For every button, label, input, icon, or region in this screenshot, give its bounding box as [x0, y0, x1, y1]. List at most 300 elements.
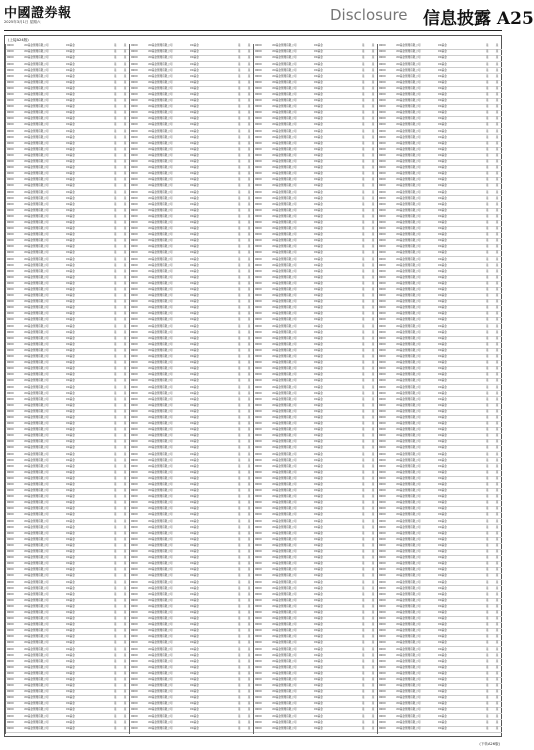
row-product: XX基金 — [314, 105, 323, 109]
row-flag-2: 是 — [371, 178, 375, 182]
row-product: XX基金 — [190, 336, 199, 340]
row-code: 0000 — [7, 348, 14, 352]
row-code: 0000 — [255, 696, 262, 700]
row-flag-2: 是 — [123, 391, 127, 395]
row-code: 0000 — [7, 586, 14, 590]
row-code: 0000 — [131, 726, 138, 730]
row-product: XX基金 — [438, 105, 447, 109]
row-code: 0000 — [131, 690, 138, 694]
row-code: 0000 — [379, 635, 386, 639]
row-flag-1: 是 — [113, 604, 117, 608]
row-code: 0000 — [131, 227, 138, 231]
row-product: XX基金 — [314, 214, 323, 218]
row-company: XX基金管理有限公司 — [396, 678, 421, 681]
row-product: XX基金 — [314, 111, 323, 115]
row-company: XX基金管理有限公司 — [148, 306, 173, 310]
row-code: 0000 — [7, 495, 14, 499]
row-product: XX基金 — [66, 525, 75, 529]
row-code: 0000 — [7, 610, 14, 614]
row-flag-1: 是 — [485, 501, 489, 505]
row-flag-2: 是 — [123, 141, 127, 145]
row-product: XX基金 — [438, 604, 447, 608]
row-code: 0000 — [379, 141, 386, 145]
row-company: XX基金管理有限公司 — [396, 476, 421, 480]
row-flag-2: 是 — [495, 190, 499, 194]
row-flag-1: 是 — [237, 543, 241, 547]
row-flag-1: 是 — [237, 574, 241, 578]
row-flag-1: 是 — [237, 458, 241, 462]
row-company: XX基金管理有限公司 — [272, 714, 297, 718]
row-company: XX基金管理有限公司 — [148, 434, 173, 438]
row-company: XX基金管理有限公司 — [272, 458, 297, 462]
row-product: XX基金 — [66, 373, 75, 377]
row-company: XX基金管理有限公司 — [148, 129, 173, 133]
row-company: XX基金管理有限公司 — [148, 428, 173, 432]
row-company: XX基金管理有限公司 — [148, 373, 173, 377]
row-product: XX基金 — [190, 537, 199, 541]
row-flag-2: 是 — [247, 245, 251, 249]
row-company: XX基金管理有限公司 — [396, 269, 421, 273]
row-company: XX基金管理有限公司 — [272, 702, 297, 706]
row-flag-2: 是 — [495, 726, 499, 730]
row-flag-2: 是 — [495, 610, 499, 614]
row-flag-2: 是 — [123, 409, 127, 413]
row-company: XX基金管理有限公司 — [396, 190, 421, 194]
row-product: XX基金 — [438, 665, 447, 669]
row-flag-2: 是 — [123, 123, 127, 127]
row-flag-1: 是 — [237, 330, 241, 334]
row-company: XX基金管理有限公司 — [272, 409, 297, 413]
row-product: XX基金 — [190, 574, 199, 578]
row-flag-1: 是 — [237, 86, 241, 90]
row-flag-2: 是 — [371, 464, 375, 468]
row-flag-1: 是 — [485, 172, 489, 176]
row-flag-1: 是 — [113, 56, 117, 60]
row-code: 0000 — [379, 111, 386, 115]
row-company: XX基金管理有限公司 — [24, 610, 49, 614]
row-flag-1: 是 — [361, 483, 365, 486]
row-product: XX基金 — [314, 531, 323, 535]
row-flag-1: 是 — [237, 202, 241, 206]
row-product: XX基金 — [66, 190, 75, 194]
row-code: 0000 — [7, 257, 14, 261]
row-code: 0000 — [379, 153, 386, 157]
row-company: XX基金管理有限公司 — [396, 458, 421, 462]
row-code: 0000 — [7, 665, 14, 669]
row-product: XX基金 — [66, 202, 75, 206]
row-product: XX基金 — [314, 665, 323, 669]
row-code: 0000 — [7, 86, 14, 90]
row-company: XX基金管理有限公司 — [272, 671, 297, 675]
section-title-cn — [423, 4, 534, 29]
row-company: XX基金管理有限公司 — [24, 355, 49, 359]
row-code: 0000 — [255, 513, 262, 517]
row-company: XX基金管理有限公司 — [272, 306, 297, 310]
row-company: XX基金管理有限公司 — [148, 257, 173, 261]
row-code: 0000 — [7, 135, 14, 139]
row-product: XX基金 — [314, 288, 323, 291]
row-code: 0000 — [379, 239, 386, 243]
row-code: 0000 — [131, 604, 138, 608]
row-code: 0000 — [131, 288, 138, 291]
row-flag-2: 是 — [371, 257, 375, 261]
row-flag-1: 是 — [361, 245, 365, 249]
row-product: XX基金 — [314, 489, 323, 493]
row-code: 0000 — [255, 617, 262, 621]
row-company: XX基金管理有限公司 — [396, 696, 421, 700]
row-code: 0000 — [7, 635, 14, 639]
row-product: XX基金 — [190, 550, 199, 554]
row-product: XX基金 — [314, 422, 323, 426]
row-company: XX基金管理有限公司 — [272, 635, 297, 639]
row-company: XX基金管理有限公司 — [24, 184, 49, 188]
row-company: XX基金管理有限公司 — [272, 507, 297, 511]
row-company: XX基金管理有限公司 — [148, 153, 173, 157]
row-flag-2: 是 — [123, 44, 127, 48]
row-product: XX基金 — [314, 702, 323, 706]
row-flag-2: 是 — [495, 336, 499, 340]
row-code: 0000 — [255, 190, 262, 194]
row-code: 0000 — [255, 56, 262, 60]
row-product: XX基金 — [190, 391, 199, 395]
row-code: 0000 — [379, 409, 386, 413]
row-code: 0000 — [379, 367, 386, 371]
row-code: 0000 — [131, 50, 138, 54]
row-flag-1: 是 — [237, 409, 241, 413]
row-flag-2: 是 — [371, 458, 375, 462]
row-flag-2: 是 — [371, 678, 375, 681]
row-code: 0000 — [379, 220, 386, 224]
row-flag-2: 是 — [371, 586, 375, 590]
row-code: 0000 — [7, 604, 14, 608]
row-product: XX基金 — [190, 74, 199, 78]
row-product: XX基金 — [438, 671, 447, 675]
row-code: 0000 — [379, 684, 386, 688]
row-code: 0000 — [131, 647, 138, 651]
row-code: 0000 — [379, 202, 386, 206]
row-flag-1: 是 — [113, 458, 117, 462]
row-code: 0000 — [7, 690, 14, 694]
row-code: 0000 — [131, 166, 138, 170]
row-flag-1: 是 — [361, 428, 365, 432]
row-code: 0000 — [255, 690, 262, 694]
row-flag-1: 是 — [237, 476, 241, 480]
row-flag-2: 是 — [247, 294, 251, 298]
row-company: XX基金管理有限公司 — [24, 160, 49, 164]
row-code: 0000 — [255, 184, 262, 188]
row-flag-1: 是 — [113, 586, 117, 590]
row-code: 0000 — [379, 147, 386, 151]
row-product: XX基金 — [314, 653, 323, 657]
row-product: XX基金 — [314, 434, 323, 438]
row-company: XX基金管理有限公司 — [396, 160, 421, 164]
row-code: 0000 — [255, 470, 262, 474]
row-product: XX基金 — [190, 379, 199, 383]
row-flag-2: 是 — [247, 464, 251, 468]
row-company: XX基金管理有限公司 — [272, 397, 297, 401]
row-company: XX基金管理有限公司 — [396, 251, 421, 255]
row-flag-2: 是 — [247, 135, 251, 139]
row-flag-2: 是 — [247, 586, 251, 590]
row-flag-2: 是 — [495, 342, 499, 346]
row-product: XX基金 — [66, 635, 75, 639]
row-flag-1: 是 — [237, 495, 241, 499]
row-code: 0000 — [379, 62, 386, 66]
row-company: XX基金管理有限公司 — [148, 312, 173, 316]
row-code: 0000 — [131, 452, 138, 456]
row-code: 0000 — [7, 172, 14, 176]
row-flag-1: 是 — [113, 678, 117, 681]
row-code: 0000 — [7, 641, 14, 645]
row-flag-1: 是 — [113, 598, 117, 602]
row-company: XX基金管理有限公司 — [24, 348, 49, 352]
row-flag-2: 是 — [371, 288, 375, 291]
row-company: XX基金管理有限公司 — [396, 184, 421, 188]
row-flag-1: 是 — [361, 714, 365, 718]
row-code: 0000 — [379, 422, 386, 426]
row-flag-2: 是 — [371, 610, 375, 614]
row-flag-2: 是 — [247, 330, 251, 334]
row-company: XX基金管理有限公司 — [148, 519, 173, 523]
row-company: XX基金管理有限公司 — [272, 489, 297, 493]
row-flag-1: 是 — [113, 428, 117, 432]
row-product: XX基金 — [438, 74, 447, 78]
row-flag-1: 是 — [113, 245, 117, 249]
row-company: XX基金管理有限公司 — [272, 684, 297, 688]
row-company: XX基金管理有限公司 — [24, 373, 49, 377]
row-product: XX基金 — [190, 659, 199, 663]
row-flag-2: 是 — [371, 251, 375, 255]
row-flag-1: 是 — [485, 623, 489, 627]
row-product: XX基金 — [190, 184, 199, 188]
row-product: XX基金 — [438, 391, 447, 395]
row-flag-1: 是 — [113, 300, 117, 304]
row-code: 0000 — [379, 610, 386, 614]
row-flag-2: 是 — [495, 153, 499, 157]
row-flag-2: 是 — [247, 580, 251, 584]
row-product: XX基金 — [314, 659, 323, 663]
row-code: 0000 — [7, 483, 14, 486]
row-product: XX基金 — [190, 214, 199, 218]
row-product: XX基金 — [314, 495, 323, 499]
row-flag-2: 是 — [247, 714, 251, 718]
row-company: XX基金管理有限公司 — [24, 50, 49, 54]
row-flag-2: 是 — [495, 56, 499, 60]
row-code: 0000 — [255, 251, 262, 255]
row-code: 0000 — [255, 574, 262, 578]
row-flag-2: 是 — [495, 367, 499, 371]
row-flag-1: 是 — [113, 470, 117, 474]
row-product: XX基金 — [438, 537, 447, 541]
row-code: 0000 — [7, 671, 14, 675]
row-flag-1: 是 — [237, 726, 241, 730]
row-product: XX基金 — [438, 696, 447, 700]
row-flag-2: 是 — [495, 452, 499, 456]
row-company: XX基金管理有限公司 — [148, 598, 173, 602]
row-code: 0000 — [379, 99, 386, 103]
row-company: XX基金管理有限公司 — [24, 141, 49, 145]
row-flag-1: 是 — [485, 671, 489, 675]
row-company: XX基金管理有限公司 — [272, 239, 297, 243]
row-flag-2: 是 — [123, 647, 127, 651]
row-product: XX基金 — [438, 239, 447, 243]
row-company: XX基金管理有限公司 — [272, 135, 297, 139]
row-product: XX基金 — [314, 415, 323, 419]
row-company: XX基金管理有限公司 — [272, 562, 297, 566]
row-code: 0000 — [131, 391, 138, 395]
row-company: XX基金管理有限公司 — [148, 641, 173, 645]
row-company: XX基金管理有限公司 — [24, 415, 49, 419]
row-flag-1: 是 — [485, 464, 489, 468]
row-flag-1: 是 — [237, 592, 241, 596]
row-flag-1: 是 — [361, 415, 365, 419]
row-product: XX基金 — [190, 513, 199, 517]
row-flag-1: 是 — [485, 537, 489, 541]
row-flag-2: 是 — [247, 531, 251, 535]
row-product: XX基金 — [314, 580, 323, 584]
row-flag-1: 是 — [113, 86, 117, 90]
row-flag-2: 是 — [371, 324, 375, 328]
row-flag-2: 是 — [371, 483, 375, 486]
row-product: XX基金 — [438, 409, 447, 413]
row-company: XX基金管理有限公司 — [396, 324, 421, 328]
row-company: XX基金管理有限公司 — [396, 330, 421, 334]
row-flag-1: 是 — [361, 525, 365, 529]
row-code: 0000 — [255, 507, 262, 511]
row-flag-1: 是 — [113, 653, 117, 657]
row-company: XX基金管理有限公司 — [396, 519, 421, 523]
row-code: 0000 — [131, 543, 138, 547]
row-flag-2: 是 — [495, 166, 499, 170]
row-flag-1: 是 — [361, 562, 365, 566]
row-company: XX基金管理有限公司 — [24, 166, 49, 170]
row-company: XX基金管理有限公司 — [24, 501, 49, 505]
row-code: 0000 — [131, 635, 138, 639]
row-code: 0000 — [255, 355, 262, 359]
row-product: XX基金 — [190, 56, 199, 60]
row-company: XX基金管理有限公司 — [148, 160, 173, 164]
row-code: 0000 — [255, 446, 262, 450]
row-company: XX基金管理有限公司 — [148, 220, 173, 224]
row-flag-2: 是 — [495, 464, 499, 468]
row-flag-2: 是 — [123, 178, 127, 182]
row-flag-2: 是 — [247, 513, 251, 517]
row-company: XX基金管理有限公司 — [24, 507, 49, 511]
row-flag-2: 是 — [123, 117, 127, 121]
row-flag-2: 是 — [123, 105, 127, 109]
row-flag-2: 是 — [247, 147, 251, 151]
row-company: XX基金管理有限公司 — [396, 129, 421, 133]
row-code: 0000 — [131, 678, 138, 681]
row-code: 0000 — [7, 80, 14, 84]
row-company: XX基金管理有限公司 — [148, 665, 173, 669]
row-flag-2: 是 — [495, 665, 499, 669]
row-flag-1: 是 — [485, 726, 489, 730]
row-flag-2: 是 — [495, 355, 499, 359]
row-code: 0000 — [131, 93, 138, 96]
row-flag-2: 是 — [247, 153, 251, 157]
row-flag-1: 是 — [361, 452, 365, 456]
row-company: XX基金管理有限公司 — [272, 446, 297, 450]
row-company: XX基金管理有限公司 — [272, 422, 297, 426]
row-code: 0000 — [379, 452, 386, 456]
row-code: 0000 — [255, 434, 262, 438]
row-flag-1: 是 — [237, 665, 241, 669]
row-code: 0000 — [7, 513, 14, 517]
row-code: 0000 — [379, 708, 386, 712]
row-company: XX基金管理有限公司 — [24, 93, 49, 96]
row-product: XX基金 — [438, 550, 447, 554]
row-code: 0000 — [131, 160, 138, 164]
row-product: XX基金 — [66, 483, 75, 486]
row-company: XX基金管理有限公司 — [24, 153, 49, 157]
row-flag-1: 是 — [237, 714, 241, 718]
row-flag-1: 是 — [485, 245, 489, 249]
row-product: XX基金 — [314, 336, 323, 340]
continued-next-note: (下转A26版) — [479, 742, 500, 746]
row-flag-2: 是 — [123, 598, 127, 602]
row-flag-1: 是 — [485, 446, 489, 450]
row-flag-1: 是 — [361, 604, 365, 608]
row-flag-1: 是 — [361, 556, 365, 560]
row-product: XX基金 — [314, 385, 323, 389]
row-code: 0000 — [379, 269, 386, 273]
row-code: 0000 — [131, 324, 138, 328]
row-company: XX基金管理有限公司 — [396, 604, 421, 608]
row-code: 0000 — [379, 281, 386, 285]
row-flag-1: 是 — [113, 93, 117, 96]
row-product: XX基金 — [190, 470, 199, 474]
row-product: XX基金 — [314, 355, 323, 359]
row-code: 0000 — [131, 476, 138, 480]
row-flag-2: 是 — [247, 50, 251, 54]
row-product: XX基金 — [190, 147, 199, 151]
row-company: XX基金管理有限公司 — [24, 580, 49, 584]
row-flag-2: 是 — [371, 653, 375, 657]
row-code: 0000 — [255, 367, 262, 371]
row-flag-1: 是 — [237, 56, 241, 60]
row-code: 0000 — [7, 117, 14, 121]
row-flag-2: 是 — [495, 330, 499, 334]
row-flag-2: 是 — [495, 415, 499, 419]
row-company: XX基金管理有限公司 — [148, 355, 173, 359]
row-company: XX基金管理有限公司 — [272, 202, 297, 206]
row-flag-2: 是 — [371, 135, 375, 139]
row-flag-1: 是 — [237, 80, 241, 84]
row-code: 0000 — [7, 196, 14, 200]
row-company: XX基金管理有限公司 — [396, 355, 421, 359]
row-flag-2: 是 — [371, 166, 375, 170]
row-product: XX基金 — [438, 379, 447, 383]
row-flag-1: 是 — [485, 342, 489, 346]
row-product: XX基金 — [190, 80, 199, 84]
row-code: 0000 — [131, 300, 138, 304]
row-code: 0000 — [7, 556, 14, 560]
row-product: XX基金 — [314, 367, 323, 371]
row-flag-2: 是 — [247, 44, 251, 48]
row-company: XX基金管理有限公司 — [24, 550, 49, 554]
row-product: XX基金 — [190, 434, 199, 438]
row-flag-1: 是 — [485, 556, 489, 560]
row-flag-1: 是 — [361, 239, 365, 243]
row-code: 0000 — [379, 501, 386, 505]
row-flag-1: 是 — [113, 690, 117, 694]
row-product: XX基金 — [190, 342, 199, 346]
row-code: 0000 — [379, 348, 386, 352]
row-company: XX基金管理有限公司 — [272, 208, 297, 212]
row-company: XX基金管理有限公司 — [24, 196, 49, 200]
row-flag-1: 是 — [485, 190, 489, 194]
